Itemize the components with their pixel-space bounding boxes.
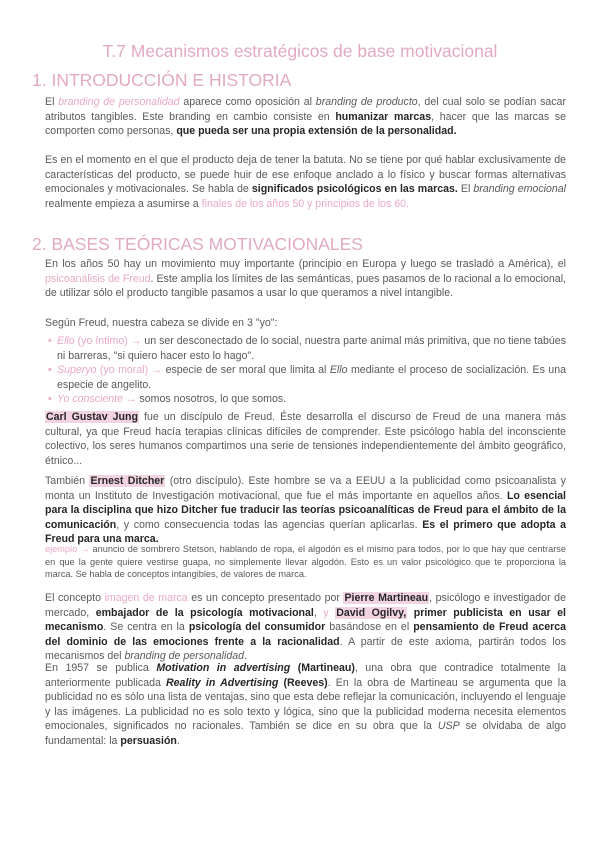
text: , psicólogo e investigador de mercado, xyxy=(45,592,566,619)
section-heading-1: 1. INTRODUCCIÓN E HISTORIA xyxy=(32,70,292,90)
italic-text: USP xyxy=(437,720,460,733)
paragraph-imagen-de-marca xyxy=(45,591,566,664)
highlighted-name: David Ogilvy, xyxy=(336,606,407,619)
italic-text: branding de personalidad xyxy=(124,650,245,663)
bold-text: Es el primero que adopta a Freud para una marca. xyxy=(45,518,566,546)
bold-text: pensamiento de Freud acerca del dominio de las emociones frente a la racionalidad xyxy=(45,621,567,648)
bold-text: significados psicológicos en las marcas. xyxy=(251,183,458,196)
text: basándose en el xyxy=(325,621,414,634)
pink-text: → xyxy=(122,393,137,406)
highlighted-name: Pierre Martineau xyxy=(344,592,429,604)
pink-text: (yo moral) → xyxy=(96,364,163,377)
pink-text: finales de los años 50 y principios de los 60. xyxy=(201,197,409,210)
pink-text: imagen de marca xyxy=(104,592,188,604)
pink-text: ejemplo → xyxy=(45,544,90,554)
text: , xyxy=(313,606,324,619)
text: , una obra que contradice totalmente la anteriormente publicada xyxy=(45,662,566,689)
bold-text: Lo esencial para la disciplina que hizo Ditcher fue traducir las teorías psicoanalíticas de Freud para el ámbito de la comunicación xyxy=(45,489,567,531)
pink-italic-text: Ello xyxy=(57,335,75,347)
pink-text: y xyxy=(323,606,329,619)
list-item-superyo xyxy=(57,363,566,392)
text: . xyxy=(244,650,248,663)
paragraph-freud-lead xyxy=(45,316,566,331)
text: , y como consecuencia todas las agencias querían aplicarlas. xyxy=(116,518,423,531)
text: , del cual solo se podían sacar atributos tangibles. Este branding en cambio consiste en xyxy=(45,96,566,123)
italic-text: Ello xyxy=(329,364,348,377)
text: El xyxy=(45,96,59,108)
text: . En la obra de Martineau se argumenta que la publicidad no es sólo una lista de ventajas, sino que esta debe reflejar la comunicación, incluyendo el lenguaje y las imágenes. La publicidad no es solo texto y lógica, sino que la publicidad moderna necesita elementos emocionales, significados no racionales. También se dice en su obra que la xyxy=(45,676,566,733)
pink-italic-text: Yo consciente xyxy=(57,393,123,406)
text: . A partir de este axioma, partirán todos los mecanismos del xyxy=(45,635,566,663)
text: realmente empieza a asumirse a xyxy=(45,197,202,210)
italic-text: branding emocional xyxy=(473,183,566,196)
italic-text: branding de producto xyxy=(315,96,418,108)
text: anuncio de sombrero Stetson, hablando de ropa, el algodón es el mismo para todos, por lo que hay que centrarse en que la gente quiere vestirse guapa, no simplemente llevar algodón. Esto es un valor psicológico que te proporciona la marca. Se habla de conceptos intangibles, de valores de marca. xyxy=(45,544,566,580)
text: un ser desconectado de lo social, nuestra parte animal más primitiva, que no tiene tabúes ni barreras, "si quiero hacer esto lo hago". xyxy=(57,335,566,362)
bold-italic-text: Reality in Advertising xyxy=(166,676,279,689)
text: es un concepto presentado por xyxy=(187,592,344,604)
pink-text: psicoanálisis de Freud xyxy=(45,272,151,285)
bold-text: (Reeves) xyxy=(278,676,328,689)
bold-italic-text: Motivation in advertising xyxy=(156,662,291,674)
document-title: T.7 Mecanismos estratégicos de base motivacional xyxy=(102,41,498,61)
list-item-ello xyxy=(57,334,566,363)
text: . Este amplía los límites de las semánticas, pues pasamos de lo racional a lo emocional, de utilizar sólo el producto tangible pasamos a usar lo que queramos a nivel intangible. xyxy=(45,272,566,300)
text: fue un discípulo de Freud. Éste desarrolla el discurso de Freud de una manera más cultural, ya que Freud hacía terapias clínicas difíciles de comprender. Este psicólogo habla del inconsciente colectivo, los seres humanos compartimos una serie de tensiones independientemente del ámbito geográfico, étnico... xyxy=(45,411,566,467)
text: Según Freud, nuestra cabeza se divide en 3 "yo": xyxy=(45,317,278,329)
text: En los años 50 hay un movimiento muy importante (principio en Europa y luego se trasladó a América), el xyxy=(45,258,566,270)
text: (otro discípulo). Este hombre se va a EEUU a la publicidad como psicoanalista y monta un Instituto de Investigación motivacional, que fue el más importante en aquellos años. xyxy=(45,475,566,502)
highlighted-name: Carl Gustav Jung xyxy=(46,411,138,423)
paragraph-example xyxy=(45,543,566,581)
bold-text: primer publicista en usar el mecanismo xyxy=(45,606,566,634)
text: , hacer que las marcas se comporten como personas, xyxy=(45,110,566,138)
bold-text: embajador de la psicología motivacional xyxy=(95,606,314,619)
text: El xyxy=(457,183,474,196)
text: También xyxy=(45,475,90,487)
paragraph-branding-personalidad xyxy=(45,95,566,139)
paragraph-jung xyxy=(45,410,566,468)
text: aparece como oposición al xyxy=(179,96,316,108)
text: mediante el proceso de socialización. Es una especie de angelito. xyxy=(57,364,566,391)
text: especie de ser moral que limita al xyxy=(162,364,330,377)
text: se olvidaba de algo fundamental: la xyxy=(45,720,566,747)
text: . Se centra en la xyxy=(103,621,189,634)
pink-text: (yo íntimo) → xyxy=(74,335,142,347)
paragraph-branding-emocional xyxy=(45,153,566,211)
highlighted-name: Ernest Ditcher xyxy=(90,475,165,487)
text: somos nosotros, lo que somos. xyxy=(136,393,287,406)
paragraph-ditcher xyxy=(45,474,566,547)
paragraph-martineau xyxy=(45,661,566,749)
pink-italic-text: branding de personalidad xyxy=(58,96,180,108)
bold-text: que pueda ser una propia extensión de la personalidad. xyxy=(176,125,457,138)
text: En 1957 se publica xyxy=(45,662,157,674)
freud-yo-list xyxy=(45,334,566,407)
text: Es en el momento en el que el producto deja de tener la batuta. No se tiene por qué hablar exclusivamente de características del producto, se puede huir de ese enfoque anclado a lo físico y buscar formas alternativas emocionales y motivacionales. Se habla de xyxy=(45,154,566,196)
text: . xyxy=(176,734,180,747)
bold-text: (Martineau) xyxy=(290,662,355,674)
section-heading-2: 2. BASES TEÓRICAS MOTIVACIONALES xyxy=(32,234,363,254)
paragraph-psicoanalisis xyxy=(45,257,566,301)
bold-text: persuasión xyxy=(120,734,177,747)
bold-text: psicología del consumidor xyxy=(188,621,326,634)
list-item-yo-consciente xyxy=(57,392,566,407)
pink-italic-text: Superyo xyxy=(57,364,97,377)
text: El concepto xyxy=(45,592,105,604)
bold-text: humanizar marcas xyxy=(335,110,432,123)
